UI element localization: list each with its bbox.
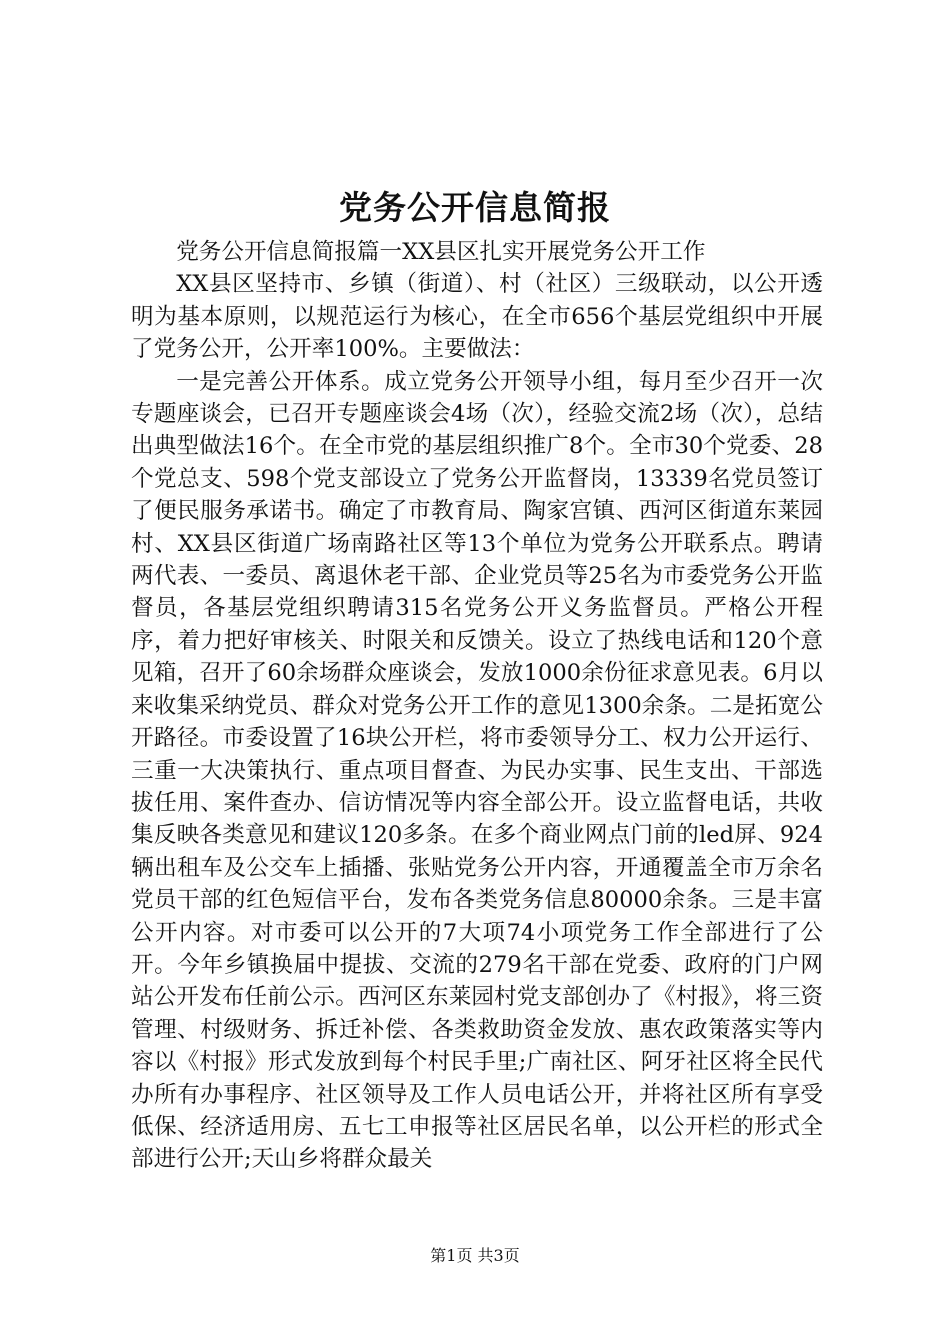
paragraph-intro: XX县区坚持市、乡镇（街道）、村（社区）三级联动，以公开透明为基本原则，以规范运行为核心，在全市656个基层党组织中开展了党务公开，公开率100%。主要做法：: [131, 271, 823, 363]
page-number-footer: 第1页 共3页: [430, 1246, 520, 1265]
paragraph-main: 一是完善公开体系。成立党务公开领导小组，每月至少召开一次专题座谈会，已召开专题座谈会4场（次），经验交流2场（次），总结出典型做法16个。在全市党的基层组织推广8个。全市30个党委、28个党总支、598个党支部设立了党务公开监督岗，13339名党员签订了便民服务承诺书。确定了市教育局、陶家宫镇、西河区街道东莱园村、XX县区街道广场南路社区等13个单位为党务公开联系点。聘请两代表、一委员、离退休老干部、企业党员等25名为市委党务公开监督员，各基层党组织聘请315名党务公开义务监督员。严格公开程序，着力把好审核关、时限关和反馈关。设立了热线电话和120个意见箱，召开了60余场群众座谈会，发放1000余份征求意见表。6月以来收集采纳党员、群众对党务公开工作的意见1300余条。二是拓宽公开路径。市委设置了16块公开栏，将市委领导分工、权力公开运行、三重一大决策执行、重点项目督查、为民办实事、民生支出、干部选拔任用、案件查办、信访情况等内容全部公开。设立监督电话，共收集反映各类意见和建议120多条。在多个商业网点门前的led屏、924辆出租车及公交车上插播、张贴党务公开内容，开通覆盖全市万余名党员干部的红色短信平台，发布各类党务信息80000余条。三是丰富公开内容。对市委可以公开的7大项74小项党务工作全部进行了公开。今年乡镇换届中提拔、交流的279名干部在党委、政府的门户网站公开发布任前公示。西河区东莱园村党支部创办了《村报》，将三资管理、村级财务、拆迁补偿、各类救助资金发放、惠农政策落实等内容以《村报》形式发放到每个村民手里;广南社区、阿牙社区将全民代办所有办事程序、社区领导及工作人员电话公开，并将社区所有享受低保、经济适用房、五七工申报等社区居民名单，以公开栏的形式全部进行公开;天山乡将群众最关: [131, 368, 823, 1173]
document-title: 党务公开信息简报: [339, 188, 611, 227]
document-body: [131, 236, 823, 1176]
paragraph-heading-line: 党务公开信息简报篇一XX县区扎实开展党务公开工作: [176, 239, 706, 265]
